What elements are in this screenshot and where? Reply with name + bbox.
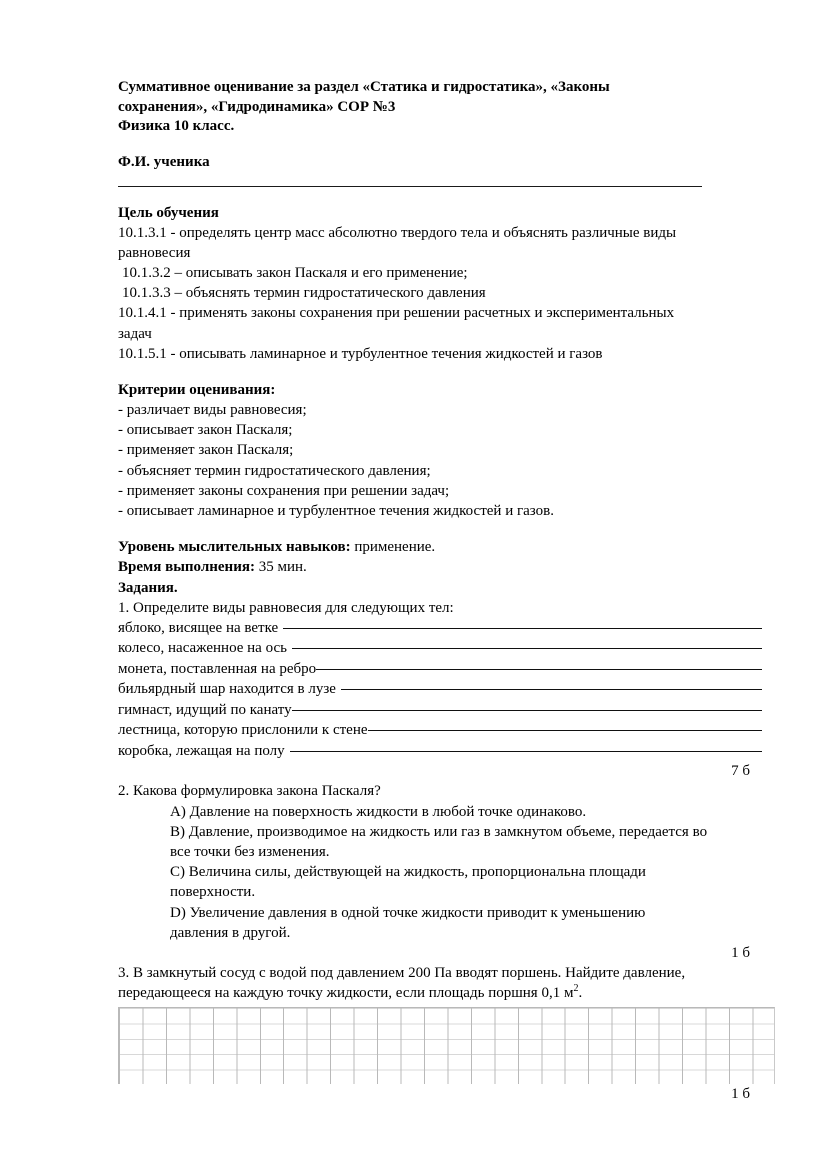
task-3-prompt-text: передающееся на каждую точку жидкости, если площадь поршня 0,1 м <box>118 985 574 1002</box>
criteria-item: - применяет закон Паскаля; <box>118 442 294 459</box>
answer-rule[interactable] <box>290 751 762 752</box>
time-value: 35 мин. <box>254 559 307 576</box>
square-superscript: 2 <box>573 983 579 995</box>
task-1-blank-row[interactable] <box>118 618 762 639</box>
criteria-item: - применяет законы сохранения при решении задач; <box>118 482 450 499</box>
worksheet-page <box>118 78 778 1104</box>
task-1-score: 7 б <box>731 763 750 780</box>
objective-item: равновесия <box>118 244 191 261</box>
objective-item: задач <box>118 325 152 342</box>
objective-item: 10.1.4.1 - применять законы сохранения при решении расчетных и экспериментальных <box>118 305 675 322</box>
task-2-option-a[interactable]: A) Давление на поверхность жидкости в любой точке одинаково. <box>170 803 587 820</box>
task-1-item-label: гимнаст, идущий по канату <box>118 701 292 718</box>
answer-rule[interactable] <box>368 730 762 731</box>
objective-item: 10.1.3.2 – описывать закон Паскаля и его применение; <box>122 264 468 281</box>
task-2-option-c-cont: поверхности. <box>170 884 256 901</box>
task-1-blank-row[interactable] <box>118 638 762 659</box>
criteria-item: - различает виды равновесия; <box>118 401 307 418</box>
task-3-prompt-line-1: 3. В замкнутый сосуд с водой под давлением 200 Па вводят поршень. Найдите давление, <box>118 965 686 982</box>
task-2-prompt: 2. Какова формулировка закона Паскаля? <box>118 783 381 800</box>
answer-rule[interactable] <box>283 628 762 629</box>
task-1-item-label: колесо, насаженное на ось <box>118 640 287 657</box>
criteria-item: - описывает ламинарное и турбулентное течения жидкостей и газов. <box>118 502 554 519</box>
tasks-heading: Задания. <box>118 579 178 596</box>
task-3-score: 1 б <box>731 1086 750 1103</box>
criteria-item: - описывает закон Паскаля; <box>118 422 293 439</box>
task-1-item-label: коробка, лежащая на полу <box>118 742 285 759</box>
task-1-item-label: бильярдный шар находится в лузе <box>118 681 336 698</box>
document-title <box>118 78 778 137</box>
task-3-prompt-line-2 <box>118 983 778 1003</box>
task-2-option-b-cont: все точки без изменения. <box>170 844 330 861</box>
answer-rule[interactable] <box>316 669 762 670</box>
task-1-blank-row[interactable] <box>118 720 762 741</box>
document-title-line-1: Суммативное оценивание за раздел «Статика и гидростатика», «Законы <box>118 79 610 95</box>
answer-rule[interactable] <box>292 710 762 711</box>
objective-item: 10.1.3.1 - определять центр масс абсолютно твердого тела и объяснять различные виды <box>118 224 677 241</box>
task-2-option-d[interactable]: D) Увеличение давления в одной точке жидкости приводит к уменьшению <box>170 904 646 921</box>
thinking-skill-label: Уровень мыслительных навыков: <box>118 539 351 556</box>
answer-rule[interactable] <box>292 648 762 649</box>
task-1-blank-row[interactable] <box>118 659 762 680</box>
time-label: Время выполнения: <box>118 559 255 576</box>
task-2-score: 1 б <box>731 945 750 962</box>
criteria-item: - объясняет термин гидростатического давления; <box>118 462 431 479</box>
task-3-answer-grid[interactable] <box>118 1007 775 1084</box>
objective-item: 10.1.5.1 - описывать ламинарное и турбулентное течения жидкостей и газов <box>118 345 603 362</box>
task-1-blank-row[interactable] <box>118 741 762 762</box>
task-3-prompt-period: . <box>578 985 583 1002</box>
thinking-skill-value: применение. <box>350 539 436 556</box>
task-2-option-b[interactable]: B) Давление, производимое на жидкость или газ в замкнутом объеме, передается во <box>170 823 708 840</box>
document-title-line-2: сохранения», «Гидродинамика» СОР №3 <box>118 98 396 115</box>
task-2-option-c[interactable]: C) Величина силы, действующей на жидкость, пропорциональна площади <box>170 864 646 881</box>
task-1-item-label: монета, поставленная на ребро <box>118 660 317 677</box>
answer-rule[interactable] <box>341 689 762 690</box>
objective-item: 10.1.3.3 – объяснять термин гидростатического давления <box>122 285 486 302</box>
document-subject-line: Физика 10 класс. <box>118 118 235 134</box>
time-allotted <box>118 557 778 577</box>
student-name-label: Ф.И. ученика <box>118 153 210 170</box>
task-1-item-label: яблоко, висящее на ветке <box>118 619 279 636</box>
thinking-skill-level <box>118 537 778 557</box>
task-1-blank-row[interactable] <box>118 700 762 721</box>
task-1-prompt: 1. Определите виды равновесия для следующих тел: <box>118 599 454 616</box>
objectives-title: Цель обучения <box>118 204 219 221</box>
task-1-blank-row[interactable] <box>118 679 762 700</box>
task-1-item-label: лестница, которую прислонили к стене <box>118 722 368 739</box>
criteria-title: Критерии оценивания: <box>118 381 276 398</box>
task-2-option-d-cont: давления в другой. <box>170 924 291 941</box>
